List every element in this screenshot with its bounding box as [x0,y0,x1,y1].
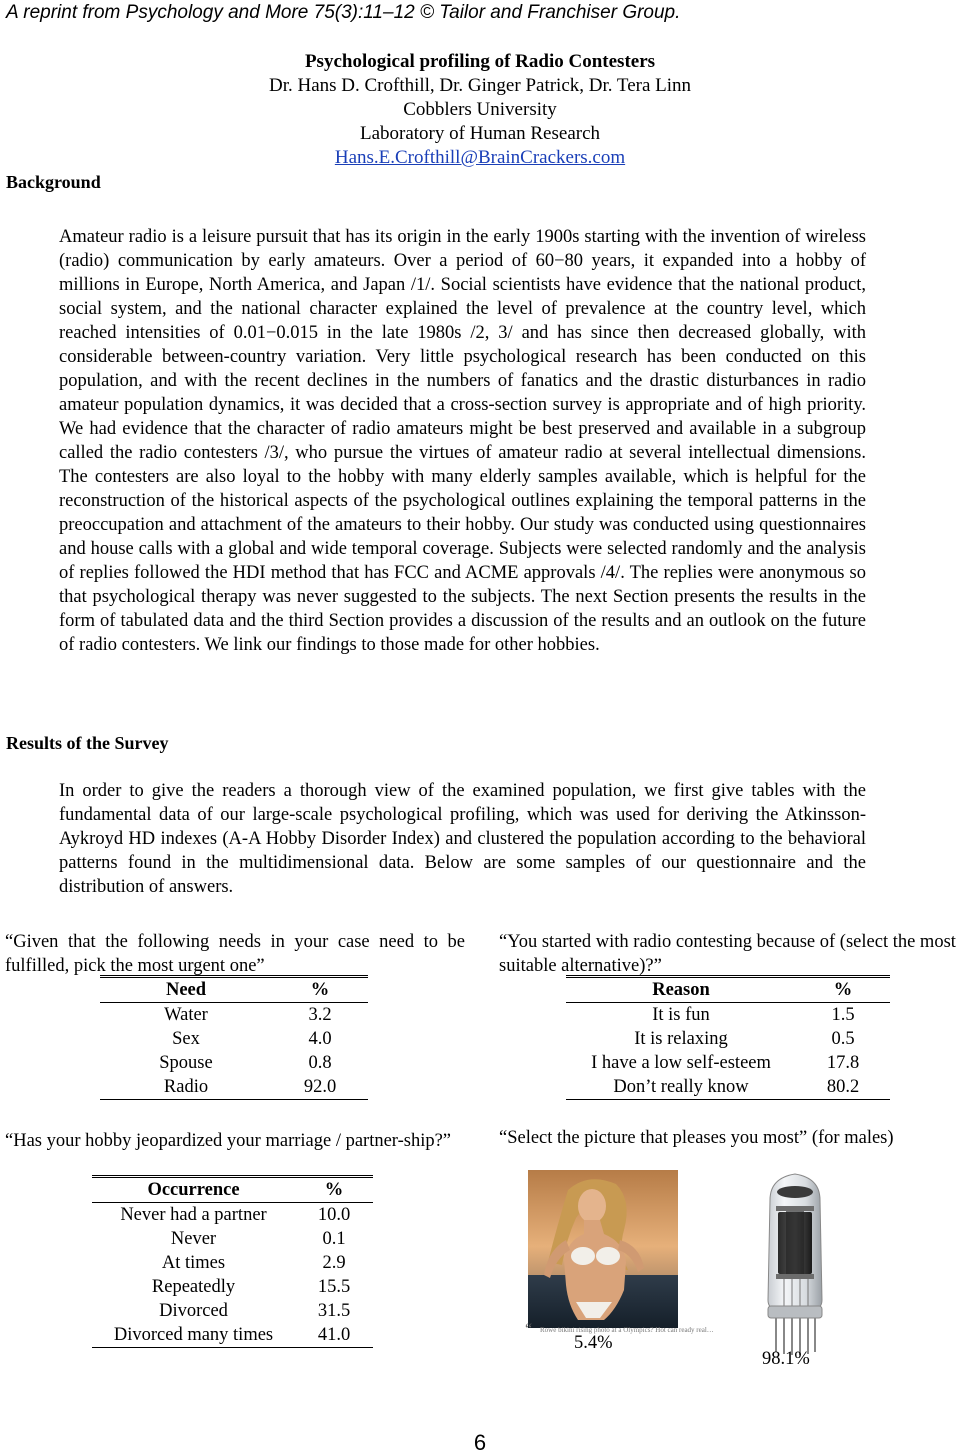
q3-header-pct: % [295,1178,373,1203]
lab-name: Laboratory of Human Research [359,123,601,144]
bikini-photo-image [528,1170,714,1340]
q3-row-label: Never had a partner [120,1205,267,1225]
q2-row-value: 0.5 [831,1029,855,1049]
reprint-header: A reprint from Psychology and More 75(3):11–12 © Tailor and Franchiser Group. [6,2,681,23]
q1-row-label: Radio [100,1075,272,1100]
q1-row-value: 3.2 [308,1005,332,1025]
q2-header-reason: Reason [566,978,796,1003]
q4-question: “Select the picture that pleases you most” (for males) [499,1128,894,1148]
q1-table [100,977,368,1100]
background-paragraph: Amateur radio is a leisure pursuit that has its origin in the early 1900s starting with the invention of wireless (radio) communication by early amateurs. Over a period of 60−80 years, it expanded into a hobby of millions in Europe, North America, and Japan /1/. Social scientists have evidence that the national product, social system, and the national character explained the level of prevalence at the country level, which reached intensities of 0.01−0.015 in the late 1980s /2, 3/ and has since then decreased globally, with considerable between-country variation. Very little psychological research has been conducted on this population, and with the recent declines in the numbers of fanatics and the drastic disturbances in radio amateur population dynamics, it was decided that a cross-section survey is appropriate and of high priority. We had evidence that the character of radio amateurs might be best preserved and available in a subgroup called the radio contesters /3/, who pursue the virtues of amateur radio at several intellectual dimensions. The contesters are also loyal to the hobby with many elderly samples available, which is helpful for the reconstruction of the historical aspects of the psychological outlines explaining the temporal patterns in the preoccupation and attachment of the amateurs to their hobby. Our study was conducted using questionnaires and house calls with a global and wide temporal coverage. Subjects were selected randomly and the analysis of replies followed the HDI method that has FCC and ACME approvals /4/. The replies were anonymous so that psychological therapy was never suggested to the subjects. The next Section presents the results in the form of tabulated data and the third Section provides a discussion of the results and an outlook on the future of radio contesters. We link our findings to those made for other hobbies. [59,227,866,655]
q2-row-label: It is fun [652,1005,710,1025]
table-row [100,1003,368,1028]
title-block [0,50,960,170]
q3-row-label: Divorced many times [92,1323,295,1348]
q2-row-label: I have a low self-esteem [591,1053,771,1073]
author-list: Dr. Hans D. Crofthill, Dr. Ginger Patrick, Dr. Tera Linn [268,75,692,96]
q2-underline [566,975,890,976]
q2-row-label: It is relaxing [634,1029,728,1049]
email-link[interactable]: Hans.E.Crofthill@BrainCrackers.com [334,147,626,168]
vacuum-tube-icon [740,1170,850,1360]
q3-row-value: 0.1 [322,1229,346,1249]
q3-question: “Has your hobby jeopardized your marriage / partner-ship?” [5,1131,452,1151]
q3-row-label: Never [170,1229,217,1249]
q1-question: “Given that the following needs in your case need to be fulfilled, pick the most urgent one” [5,932,465,976]
q3-header-occurrence: Occurrence [92,1178,295,1203]
q3-row-label: Repeatedly [151,1277,236,1297]
q1-underline [100,975,368,976]
vacuum-tube-photo [740,1170,850,1360]
table-row [92,1323,373,1348]
q1-header-need: Need [100,978,272,1003]
table-row [566,1075,890,1100]
table-row [566,1003,890,1028]
q1-header-pct: % [272,978,368,1003]
q1-row-label: Water [164,1005,208,1025]
table-row [100,1075,368,1100]
q3-row-value: 31.5 [317,1301,351,1321]
picture-a-percentage: 5.4% [574,1333,613,1353]
paper-title: Psychological profiling of Radio Contesters [304,51,656,72]
table-row [92,1275,373,1299]
q2-row-value: 1.5 [831,1005,855,1025]
q3-row-value: 2.9 [322,1253,346,1273]
table-row [92,1203,373,1228]
q2-row-label: Don’t really know [566,1075,796,1100]
table-row [100,1027,368,1051]
bikini-photo [528,1170,714,1340]
table-row [92,1251,373,1275]
q1-row-label: Sex [172,1029,200,1049]
q3-underline [92,1175,373,1176]
table-row [92,1299,373,1323]
picture-b-percentage: 98.1% [762,1349,810,1369]
q1-row-value: 92.0 [272,1075,368,1100]
results-heading: Results of the Survey [6,733,169,753]
q1-row-label: Spouse [159,1053,213,1073]
photo-caption: Rowe bikini rising photo at a Olympics? Hot can ready real… [540,1326,714,1334]
q3-row-label: Divorced [159,1301,228,1321]
q3-row-value: 15.5 [317,1277,351,1297]
q1-row-value: 4.0 [308,1029,332,1049]
q3-table [92,1177,373,1348]
background-heading: Background [6,172,101,192]
q2-row-value: 17.8 [826,1053,860,1073]
quote-mark: “ [525,1321,533,1338]
q2-question: “You started with radio contesting because of (select the most suitable alternative)?” [499,932,956,976]
q3-row-label: At times [161,1253,226,1273]
q2-table [566,977,890,1100]
table-row [566,1051,890,1075]
table-row [566,1027,890,1051]
q2-row-value: 80.2 [796,1075,890,1100]
q3-row-value: 41.0 [295,1323,373,1348]
page-number: 6 [473,1430,487,1455]
results-paragraph: In order to give the readers a thorough view of the examined population, we first give tables with the fundamental data of our large-scale psychological profiling, which was used for deriving the Atkinsson-Aykroyd HD indexes (A-A Hobby Disorder Index) and clustered the population according to the behavioral patterns found in the multidimensional data. Below are some samples of our questionnaire and the distribution of answers. [59,781,866,897]
q1-row-value: 0.8 [308,1053,332,1073]
table-row [92,1227,373,1251]
q2-header-pct: % [796,978,890,1003]
university-name: Cobblers University [403,99,557,120]
q3-row-value: 10.0 [317,1205,351,1225]
table-row [100,1051,368,1075]
